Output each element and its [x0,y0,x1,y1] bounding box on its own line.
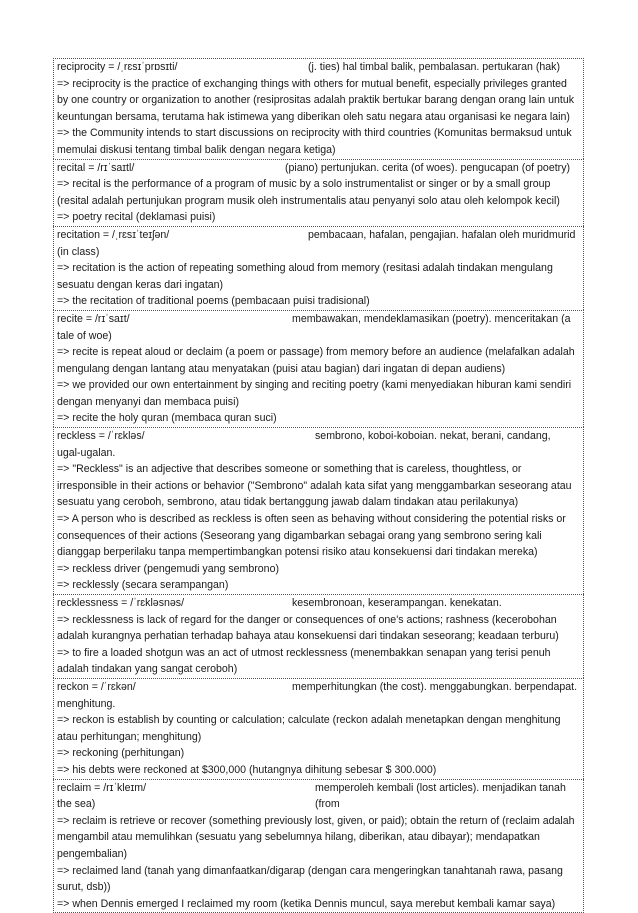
entry-recital [53,159,584,226]
definition-line: => reckon is establish by counting or calculation; calculate (reckon adalah menetapkan dengan menghitung atau perhitungan; menghitung) [57,714,561,743]
headword: reckon = /ˈrɛkən/ [57,680,136,693]
entry-recite [53,310,584,427]
definition-line: => recite is repeat aloud or declaim (a poem or passage) from memory before an audience (melafalkan adalah mengulang dengan lantang atau menyatakan (puisi atau bagian) dari ingatan di depan audiens) [57,346,575,375]
definition-line: => "Reckless" is an adjective that describes someone or something that is careless, thoughtless, or irresponsible in their actions or behavior ("Sembrono" adalah kata sifat yang menggambarkan seseorang atau sesuatu yang ceroboh, sembrono, atau tidak bertanggung jawab dalam tindakan atau perilakunya) [57,463,572,509]
definition-line: => reciprocity is the practice of exchanging things with others for mutual benefit, especially privileges granted by one country or organization to another (resiprositas adalah praktik bertukar barang dengan orang lain untuk keuntungan bersama, terutama hak istimewa yang diberikan oleh satu negara atau organisasi ke negara lain) [57,77,575,123]
translation: membawakan, mendeklamasikan (poetry). menceritakan (a [292,312,571,325]
headword: reciprocity = /ˌrɛsɪˈprɒsɪti/ [57,61,178,73]
headword: reclaim = /rɪˈkleɪm/ [57,781,147,794]
example-line: => reclaimed land (tanah yang dimanfaatkan/digarap (dengan cara mengeringkan tanahtanah rawa, pasang surut, dsb)) [57,864,563,894]
example-line: => recklessly (secara serampangan) [57,579,229,592]
headword: recital = /rɪˈsaɪtl/ [57,161,135,174]
translation-continued: tale of woe) [57,329,112,342]
example-line: => we provided our own entertainment by singing and reciting poetry (kami menyediakan hiburan kami sendiri dengan menyanyi dan membaca puisi) [57,379,572,408]
headword: recklessness = /ˈrɛkləsnəs/ [57,597,185,609]
entry-reclaim [53,779,584,913]
headword: recite = /rɪˈsaɪt/ [57,312,130,325]
definition-line: => reclaim is retrieve or recover (something previously lost, given, or paid); obtain the return of (reclaim adalah mengambil atau memulihkan (sesuatu yang sebelumnya hilang, diberikan, atau dibayar); mendapatkan pengembalian) [57,814,575,860]
translation-continued: menghitung. [57,697,116,710]
translation: kesembronoan, keserampangan. kenekatan. [292,597,502,609]
entry-recklessness [53,594,584,678]
definition-line: => recitation is the action of repeating something aloud from memory (resitasi adalah tindakan mengulang sesuatu dengan keras dari ingatan) [57,262,553,291]
example-line: => the recitation of traditional poems (pembacaan puisi tradisional) [57,295,370,308]
translation: (piano) pertunjukan. cerita (of woes). pengucapan (of poetry) [285,161,571,174]
definition-line: => recital is the performance of a program of music by a solo instrumentalist or singer or by a small group (resital adalah pertunjukan program musik oleh instrumentalis atau penyanyi solo atau oleh kelompok kecil) [57,178,560,207]
example-line: => the Community intends to start discussions on reciprocity with third countries (Komunitas bermaksud untuk memulai diskusi tentang timbal balik dengan negara ketiga) [57,127,572,156]
headword: recitation = /ˌrɛsɪˈteɪʃən/ [57,228,170,241]
entry-reckless [53,427,584,594]
entry-recitation [53,226,584,310]
translation: (j. ties) hal timbal balik, pembalasan. pertukaran (hak) [308,61,561,73]
example-line: => recite the holy quran (membaca quran suci) [57,412,277,425]
translation: memperoleh kembali (lost articles). menjadikan tanah (from [315,781,566,811]
definition-line: => A person who is described as reckless is often seen as behaving without considering the potential risks or consequences of their actions (Seseorang yang digambarkan sebagai orang yang sembrono sering kali dianggap berperilaku tanpa mempertimbangkan potensi risiko atau konsekuensi dari tindakan mereka) [57,513,566,559]
example-line: => his debts were reckoned at $300,000 (hutangnya dihitung sebesar $ 300.000) [57,763,437,776]
translation-continued: (in class) [57,245,100,258]
example-line: => poetry recital (deklamasi puisi) [57,211,216,224]
dictionary-document [53,58,584,913]
entry-reckon [53,678,584,779]
translation: sembrono, koboi-koboian. nekat, berani, candang, [315,430,551,443]
example-line: => when Dennis emerged I reclaimed my room (ketika Dennis muncul, saya merebut kembali kamar saya) [57,897,556,910]
translation-continued: ugal-ugalan. [57,446,116,459]
example-line: => reckless driver (pengemudi yang sembrono) [57,562,279,575]
example-line: => to fire a loaded shotgun was an act of utmost recklessness (menembakkan senapan yang terisi penuh adalah tindakan yang sangat ceroboh) [57,646,551,676]
definition-line: => recklessness is lack of regard for the danger or consequences of one's actions; rashness (kecerobohan adalah kurangnya perhatian terhadap bahaya atau konsekuensi dari tindakan seseorang; keadaan terburu) [57,613,559,643]
entry-reciprocity [53,58,584,159]
headword: reckless = /ˈrɛkləs/ [57,430,145,443]
example-line: => reckoning (perhitungan) [57,747,185,760]
translation-continued: the sea) [57,798,96,811]
translation: memperhitungkan (the cost). menggabungkan. berpendapat. [292,680,578,693]
translation: pembacaan, hafalan, pengajian. hafalan oleh muridmurid [308,228,576,241]
